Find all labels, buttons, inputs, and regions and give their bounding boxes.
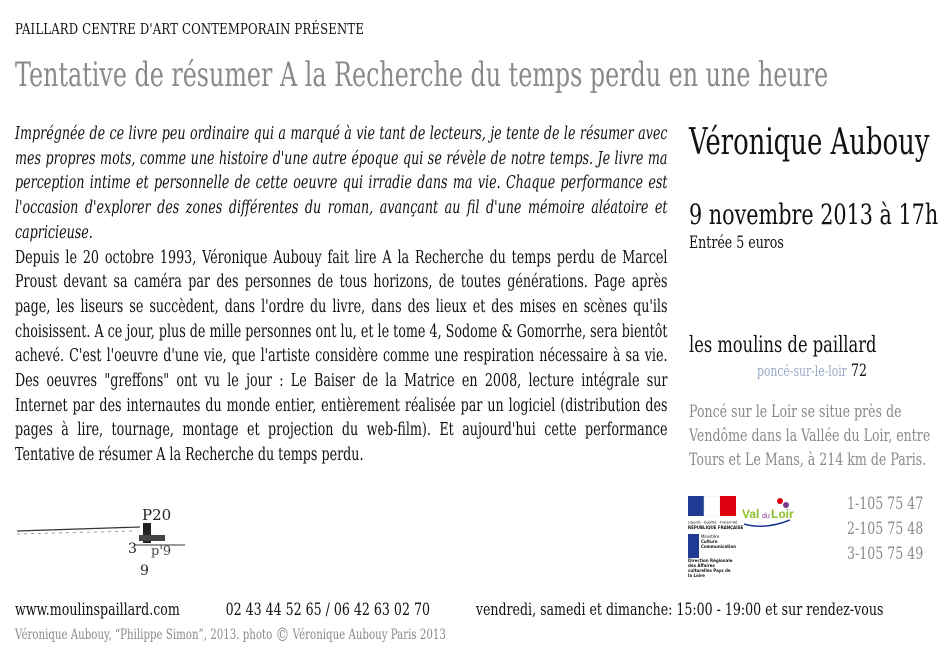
vdl-prefix: Val (742, 507, 760, 521)
phone-item: 3-105 75 49 (847, 544, 924, 564)
val-du-loir-emblem-icon (740, 496, 798, 530)
presenter-kicker: PAILLARD CENTRE D'ART CONTEMPORAIN PRÉSENTE (15, 20, 365, 38)
phone-item: 2-105 75 48 (847, 519, 924, 539)
sketch-mark: P20 (142, 506, 172, 524)
credit-owner: Véronique Aubouy Paris 2013 (292, 627, 446, 643)
sketch-mark: p'9 (151, 544, 172, 559)
village-name: poncé-sur-le-loir (757, 362, 847, 380)
ministere-culture-logo (688, 534, 736, 578)
sketch-mark: 9 (140, 563, 149, 579)
department-number: 72 (851, 361, 868, 381)
sketch-line (17, 527, 140, 531)
culture-ministere: Ministère (700, 534, 720, 539)
phone-item: 1-105 75 47 (847, 494, 924, 514)
culture-line2: Communication (700, 544, 736, 549)
val-du-loir-logo (740, 496, 798, 530)
sketch-mark: 3 (128, 541, 137, 557)
artwork-sketch (15, 505, 195, 585)
entry-price: Entrée 5 euros (689, 233, 784, 253)
vdl-mid: du (762, 513, 770, 520)
location-description: Poncé sur le Loir se situe près de Vendôme dans la Vallée du Loir, entre Tours et Le Mans, à 214 km de Paris. (689, 402, 931, 470)
body-paragraph: Depuis le 20 octobre 1993, Véronique Aubouy fait lire A la Recherche du temps perdu de Marcel Proust devant sa caméra par des personnes de tous horizons, de toutes générations. Page après page, les liseurs se succèdent, dans l'ordre du livre, dans des lieux et des mises en scènes qu'ils choisissent. A ce jour, plus de mille personnes ont lu, et le tome 4, Sodome & Gomorrhe, sera bientôt achevé. C'est l'oeuvre d'une vie, que l'artiste considère comme une respiration nécessaire à sa vie. Des oeuvres "greffons" ont vu le jour : Le Baiser de la Matrice en 2008, lecture intégrale sur Internet par des internautes du monde entier, entièrement réalisée par un logiciel (distribution des pages à lire, tournage, montage et projection du web-film). Et aujourd'hui cette performance Tentative de résumer A la Recherche du temps perdu. (15, 247, 668, 466)
sketch-block (139, 535, 165, 541)
rf-tagline: Liberté · Égalité · Fraternité (688, 520, 738, 525)
event-date: 9 novembre 2013 à 17h (689, 198, 939, 231)
website-link[interactable]: www.moulinspaillard.com (15, 600, 180, 620)
footer-phones: 02 43 44 52 65 / 06 42 63 02 70 (225, 600, 430, 620)
vdl-suffix: Loir (771, 507, 794, 521)
rf-name: RÉPUBLIQUE FRANÇAISE (688, 525, 744, 530)
footer-contact-row (15, 600, 883, 620)
text-column (15, 122, 668, 468)
credit-text: Véronique Aubouy, “Philippe Simon”, 2013. photo (15, 627, 273, 643)
phone-list (847, 492, 928, 567)
artist-name: Véronique Aubouy (689, 122, 930, 163)
republique-francaise-logo (688, 496, 744, 530)
intro-paragraph: Imprégnée de ce livre peu ordinaire qui a marqué à vie tant de lecteurs, je tente de le résumer avec mes propres mots, comme une histoire d'une autre époque qui se révèle de notre temps. Je livre ma perception intime et personnelle de cette oeuvre qui irradie dans ma vie. Chaque performance est l'occasion d'explorer des zones différentes du roman, avançant au fil d'une mémoire aléatoire et capricieuse. (15, 124, 668, 243)
venue-name: les moulins de paillard (689, 333, 877, 358)
marianne-flag-icon (688, 496, 736, 516)
culture-drac: Direction Régionale des Affaires culturelles Pays de la Loire (688, 558, 733, 578)
culture-flag-icon (688, 534, 699, 558)
sketch-line (17, 531, 135, 534)
event-title: Tentative de résumer A la Recherche du temps perdu en une heure (15, 55, 829, 95)
culture-line1: Culture (700, 539, 718, 544)
photo-credit (15, 624, 446, 646)
opening-hours: vendredi, samedi et dimanche: 15:00 - 19:00 et sur rendez-vous (475, 600, 884, 620)
copyright-icon: © (275, 624, 290, 646)
